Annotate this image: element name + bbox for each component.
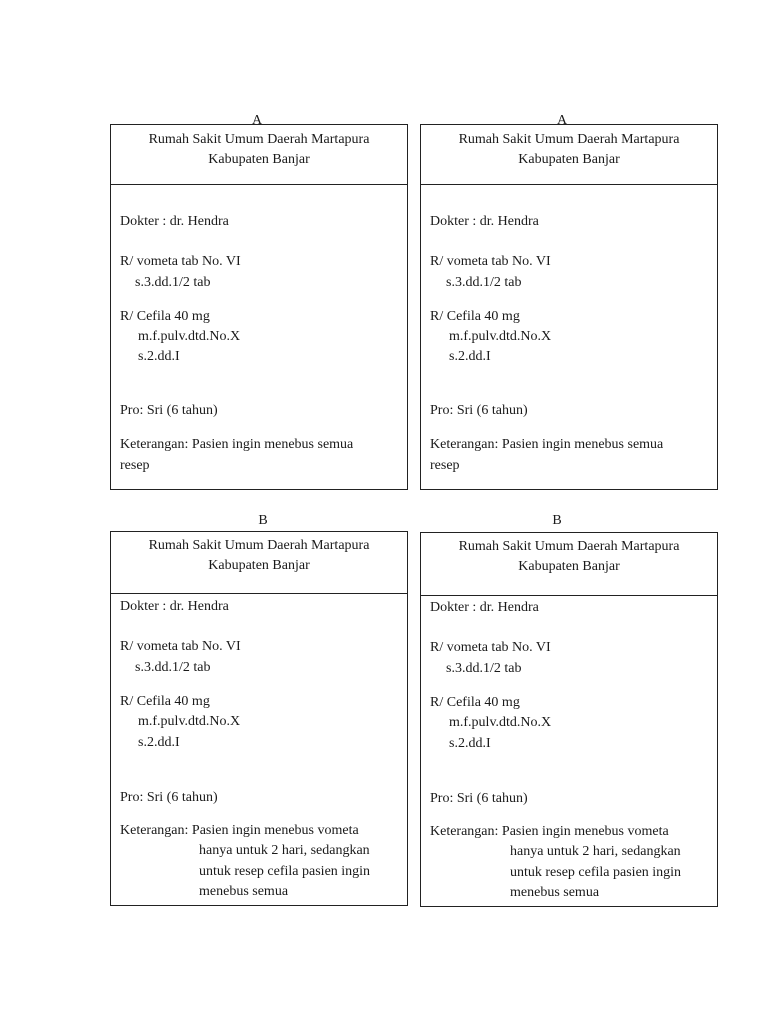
hospital-header (421, 533, 717, 596)
hospital-header (421, 125, 717, 185)
rx2-line: R/ Cefila 40 mg (430, 695, 520, 710)
patient-line: Pro: Sri (6 tahun) (430, 403, 528, 418)
hospital-header (111, 532, 407, 594)
rx1-line: R/ vometa tab No. VI (120, 254, 241, 269)
doctor-line: Dokter : dr. Hendra (120, 214, 229, 229)
hospital-name: Rumah Sakit Umum Daerah Martapura (458, 539, 680, 554)
note-line: hanya untuk 2 hari, sedangkan (510, 844, 681, 859)
hospital-regency: Kabupaten Banjar (208, 152, 310, 167)
note-line: menebus semua (199, 884, 289, 899)
hospital-name: Rumah Sakit Umum Daerah Martapura (458, 132, 680, 147)
note-line: Keterangan: Pasien ingin menebus semua (430, 437, 664, 452)
patient-line: Pro: Sri (6 tahun) (120, 403, 218, 418)
rx1-line: R/ vometa tab No. VI (430, 254, 551, 269)
rx1-signa: s.3.dd.1/2 tab (446, 661, 522, 676)
rx2-instruction: m.f.pulv.dtd.No.X (138, 714, 241, 729)
rx1-signa: s.3.dd.1/2 tab (135, 660, 211, 675)
note-line: resep (120, 458, 150, 473)
prescription-card (110, 124, 408, 490)
hospital-regency: Kabupaten Banjar (518, 559, 620, 574)
doctor-line: Dokter : dr. Hendra (120, 599, 229, 614)
prescription-card (110, 531, 408, 906)
note-line: untuk resep cefila pasien ingin (199, 864, 371, 879)
rx2-line: R/ Cefila 40 mg (120, 694, 210, 709)
note-line: untuk resep cefila pasien ingin (510, 865, 682, 880)
rx2-line: R/ Cefila 40 mg (430, 309, 520, 324)
prescription-label-a-left: A (251, 113, 263, 128)
rx2-line: R/ Cefila 40 mg (120, 309, 210, 324)
rx2-signa: s.2.dd.I (138, 735, 180, 750)
note-line: resep (430, 458, 460, 473)
rx1-signa: s.3.dd.1/2 tab (446, 275, 522, 290)
hospital-name: Rumah Sakit Umum Daerah Martapura (148, 132, 370, 147)
hospital-name: Rumah Sakit Umum Daerah Martapura (148, 538, 370, 553)
note-line: Keterangan: Pasien ingin menebus vometa (430, 824, 669, 839)
hospital-regency: Kabupaten Banjar (208, 558, 310, 573)
prescription-card (420, 532, 718, 907)
patient-line: Pro: Sri (6 tahun) (120, 790, 218, 805)
note-line: Keterangan: Pasien ingin menebus semua (120, 437, 354, 452)
rx1-signa: s.3.dd.1/2 tab (135, 275, 211, 290)
rx1-line: R/ vometa tab No. VI (430, 640, 551, 655)
hospital-header (111, 125, 407, 185)
prescription-label-b-right: B (552, 513, 562, 528)
doctor-line: Dokter : dr. Hendra (430, 214, 539, 229)
hospital-regency: Kabupaten Banjar (518, 152, 620, 167)
rx2-instruction: m.f.pulv.dtd.No.X (449, 329, 552, 344)
doctor-line: Dokter : dr. Hendra (430, 600, 539, 615)
note-line: hanya untuk 2 hari, sedangkan (199, 843, 370, 858)
rx1-line: R/ vometa tab No. VI (120, 639, 241, 654)
note-line: Keterangan: Pasien ingin menebus vometa (120, 823, 359, 838)
patient-line: Pro: Sri (6 tahun) (430, 791, 528, 806)
rx2-instruction: m.f.pulv.dtd.No.X (138, 329, 241, 344)
rx2-signa: s.2.dd.I (449, 736, 491, 751)
rx2-signa: s.2.dd.I (449, 349, 491, 364)
rx2-instruction: m.f.pulv.dtd.No.X (449, 715, 552, 730)
prescription-label-b-left: B (258, 513, 268, 528)
prescription-card (420, 124, 718, 490)
note-line: menebus semua (510, 885, 600, 900)
prescription-label-a-right: A (556, 113, 568, 128)
rx2-signa: s.2.dd.I (138, 349, 180, 364)
